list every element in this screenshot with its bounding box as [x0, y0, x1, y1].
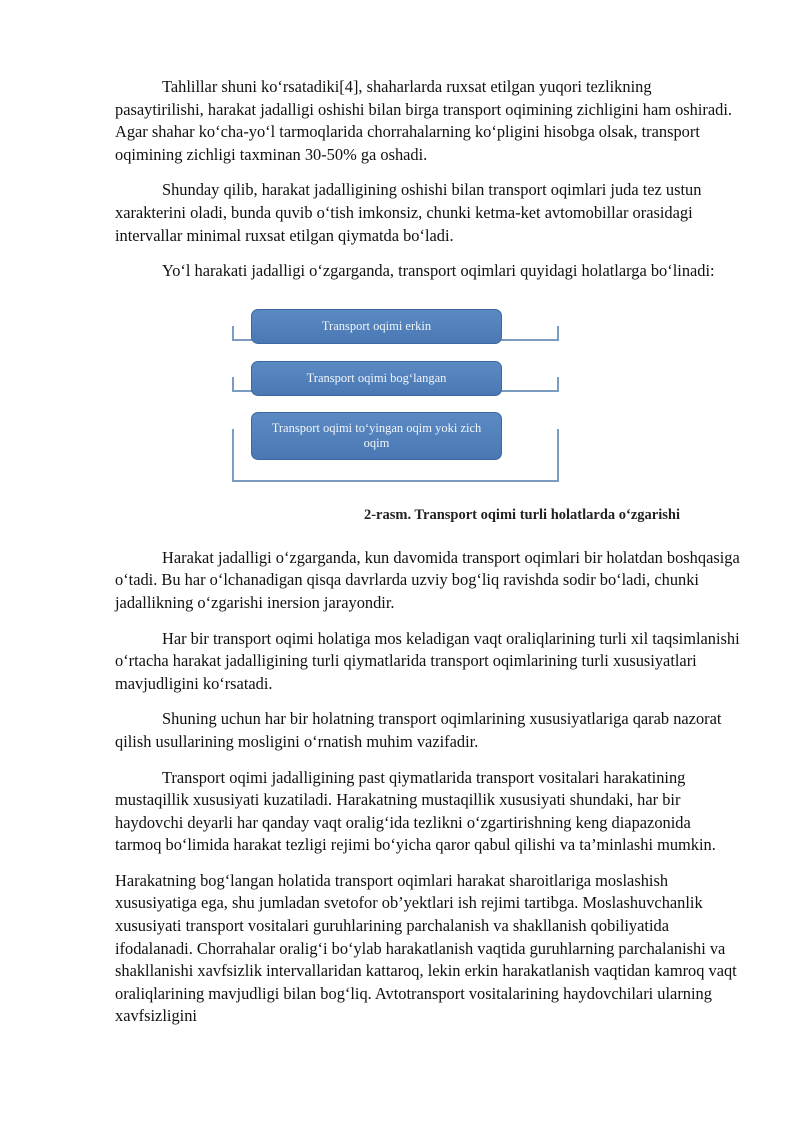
- paragraph-independence: Transport oqimi jadalligining past qiymatlarida transport vositalari harakatining mustaqillik xususiyati kuzatiladi. Harakatning mustaqillik xususiyati shundaki, har bir haydovchi deyarli har qanday vaqt oralig‘ida tezlikni o‘zgartirishning keng diapazonida tarmoq bo‘limida harakat tezligi rejimi bo‘yicha qaror qabul qilishi va ta’minlashi mumkin.: [115, 767, 716, 855]
- paragraph-analysis: Tahlillar shuni ko‘rsatadiki[4], shaharlarda ruxsat etilgan yuqori tezlikning pasaytirilishi, harakat jadalligi oshishi bilan birga transport oqimining zichligini ham oshiradi. Agar shahar ko‘cha-yo‘l tarmoqlarida chorrahalarning ko‘pligini hisobga olsak, transport oqimining zichligi taxminan 30-50% ga oshadi.: [115, 77, 732, 164]
- paragraph-daily-transition: Harakat jadalligi o‘zgarganda, kun davomida transport oqimlari bir holatdan boshqasiga o‘tadi. Bu har o‘lchanadigan qisqa davrlarda uzviy bog‘liq ravishda sodir bo‘ladi, chunki jadallikning o‘zgarishi inersion jarayondir.: [115, 547, 740, 612]
- paragraph-control-methods: Shuning uchun har bir holatning transport oqimlarining xususiyatlariga qarab nazorat qilish usullarining mosligini o‘rnatish muhim vazifadir.: [115, 709, 722, 751]
- diagram-box-bound-flow: Transport oqimi bog‘langan: [251, 361, 502, 396]
- paragraph-interval-distribution: Har bir transport oqimi holatiga mos keladigan vaqt oraliqlarining turli xil taqsimlanishi o‘rtacha harakat jadalligining turli qiymatlarida transport oqimlarining turli xususiyatlari mavjudligini ko‘rsatadi.: [115, 628, 740, 693]
- figure-caption: 2-rasm. Transport oqimi turli holatlarda o‘zgarishi: [363, 506, 680, 523]
- paragraph-intensity-growth: Shunday qilib, harakat jadalligining oshishi bilan transport oqimlari juda tez ustun xarakterini oladi, bunda quvib o‘tish imkonsiz, chunki ketma-ket avtomobillar orasidagi intervallar minimal ruxsat etilgan qiymatda bo‘ladi.: [115, 180, 702, 245]
- document-page: [115, 76, 740, 1041]
- diagram-box-saturated-flow: Transport oqimi to‘yingan oqim yoki zich oqim: [251, 412, 502, 460]
- paragraph-states-intro: Yo‘l harakati jadalligi o‘zgarganda, transport oqimlari quyidagi holatlarga bo‘linadi:: [162, 261, 715, 281]
- figure-flow-states-diagram: [115, 299, 740, 529]
- paragraph-bound-state: Harakatning bog‘langan holatida transport oqimlari harakat sharoitlariga moslashish xususiyatiga ega, shu jumladan svetofor ob’yektlari ish rejimi tartibga. Moslashuvchanlik xususiyati transport vositalari guruhlarining parchalanish va shakllanish qobiliyatida ifodalanadi. Chorrahalar oralig‘i bo‘ylab harakatlanish vaqtida guruhlarning parchalanishi va shakllanishi xavfsizlik intervallaridan kattaroq, lekin erkin harakatlanish vaqtidan kamroq vaqt oraliqlarining mavjudligi bilan bog‘liq. Avtotransport vositalarining haydovchilari ularning xavfsizligini: [115, 870, 737, 1026]
- diagram-box-free-flow: Transport oqimi erkin: [251, 309, 502, 344]
